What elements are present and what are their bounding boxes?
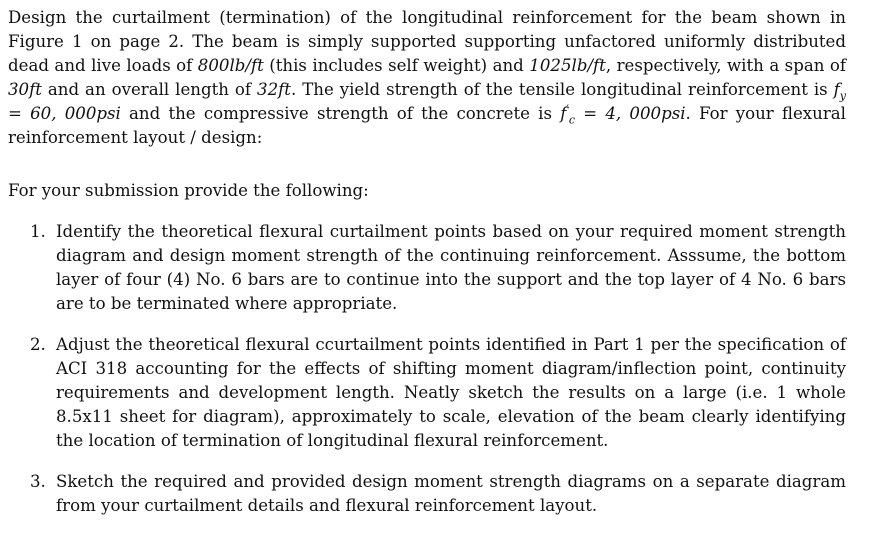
- span-value: 30ft: [8, 80, 42, 99]
- submission-prompt: For your submission provide the following:: [8, 181, 369, 200]
- problem-statement: [8, 6, 846, 150]
- task-text: Adjust the theoretical flexural ccurtailment points identified in Part 1 per the specification of ACI 318 accounting for the effects of shifting moment diagram/inflection point, continuity requirements and development length. Neatly sketch the results on a large (i.e. 1 whole 8.5x11 sheet for diagram), approximately to scale, elevation of the beam clearly identifying the location of termination of longitudinal flexural reinforcement.: [56, 335, 846, 450]
- list-item: [8, 333, 846, 453]
- document-body: [8, 6, 846, 535]
- fc-subscript: c: [568, 113, 576, 127]
- fc-symbol: f: [560, 104, 567, 123]
- fy-symbol: f: [833, 80, 840, 99]
- task-number: 2.: [30, 335, 46, 354]
- intro-text: . For your flexural reinforcement layout / design:: [8, 104, 846, 147]
- intro-text: (this includes self weight) and: [263, 56, 530, 75]
- task-list: [8, 220, 846, 518]
- intro-text: and an overall length of: [41, 80, 258, 99]
- fc-prime: ′: [566, 102, 569, 116]
- live-load-value: 1025lb/ft: [529, 56, 606, 75]
- list-item: [8, 470, 846, 518]
- fy-subscript: y: [839, 89, 846, 103]
- intro-text: Design the curtailment (termination) of the longitudinal reinforcement for the beam shown in Figure 1 on page 2. The beam is simply supported supporting unfactored uniformly distributed dead and live loads of: [8, 8, 846, 75]
- dead-load-value: 800lb/ft: [197, 56, 264, 75]
- intro-text: and the compressive strength of the concrete is: [120, 104, 561, 123]
- fy-value: = 60, 000psi: [8, 104, 121, 123]
- intro-text: , respectively, with a span of: [605, 56, 846, 75]
- task-number: 3.: [30, 472, 46, 491]
- list-item: [8, 220, 846, 316]
- task-text: Sketch the required and provided design moment strength diagrams on a separate diagram from your curtailment details and flexural reinforcement layout.: [56, 472, 846, 515]
- task-number: 1.: [30, 222, 46, 241]
- concrete-strength-formula: [560, 102, 686, 127]
- fc-value: = 4, 000psi: [575, 104, 686, 123]
- task-text: Identify the theoretical flexural curtailment points based on your required moment strength diagram and design moment strength of the continuing reinforcement. Asssume, the bottom layer of four (4) No. 6 bars are to continue into the support and the top layer of 4 No. 6 bars are to be terminated where appropriate.: [56, 222, 846, 313]
- intro-text: . The yield strength of the tensile longitudinal reinforcement is: [290, 80, 834, 99]
- overall-length-value: 32ft: [257, 80, 291, 99]
